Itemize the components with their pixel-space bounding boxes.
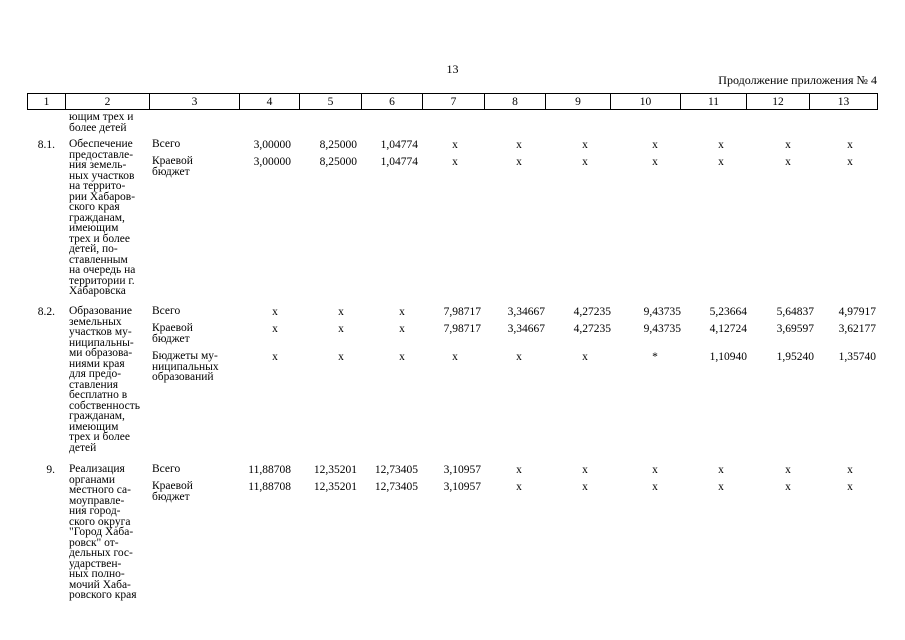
value-cell: 11,88708 xyxy=(248,464,291,476)
continuation-label: Продолжение приложения № 4 xyxy=(718,73,877,87)
value-cell: x xyxy=(718,156,724,168)
value-cell: x xyxy=(582,351,588,363)
value-cell: 12,73405 xyxy=(374,464,418,476)
value-cell: x xyxy=(847,139,853,151)
value-cell: 3,00000 xyxy=(253,139,291,151)
value-cell: x xyxy=(652,464,658,476)
row-number: 8.2. xyxy=(37,306,55,318)
value-cell: x xyxy=(272,323,278,335)
column-header-9: 9 xyxy=(546,94,611,110)
row-name: Реализация органами местного са- моуправле- ния город- ского округа "Город Хаба- ровск" от- дельных гос- ударствен- ных полно- мочий Хаба- ровского края xyxy=(69,463,137,601)
value-cell: x xyxy=(452,156,458,168)
funding-source: Всего xyxy=(152,305,181,317)
value-cell: x xyxy=(718,464,724,476)
page-number: 13 xyxy=(446,62,459,76)
value-cell: x xyxy=(516,351,522,363)
funding-source: Краевой бюджет xyxy=(152,480,193,503)
value-cell: x xyxy=(582,139,588,151)
value-cell: x xyxy=(582,156,588,168)
column-header-3: 3 xyxy=(150,94,240,110)
continued-name-fragment: ющим трех и более детей xyxy=(69,111,134,134)
value-cell: 3,34667 xyxy=(507,323,545,335)
value-cell: x xyxy=(785,139,791,151)
value-cell: 9,43735 xyxy=(643,323,681,335)
value-cell: x xyxy=(718,481,724,493)
value-cell: 5,23664 xyxy=(709,306,747,318)
funding-source: Краевой бюджет xyxy=(152,155,193,178)
value-cell: x xyxy=(516,156,522,168)
value-cell: x xyxy=(652,156,658,168)
value-cell: x xyxy=(516,139,522,151)
value-cell: x xyxy=(452,351,458,363)
row-name: Образование земельных участков му- ниципальны- ми образова- ниями края для предо- ставления бесплатно в собственность гражданам, имеющим трех и более детей xyxy=(69,305,141,454)
value-cell: 12,73405 xyxy=(374,481,418,493)
row-number: 8.1. xyxy=(37,139,55,151)
value-cell: 9,43735 xyxy=(643,306,681,318)
value-cell: * xyxy=(652,351,658,363)
value-cell: 4,97917 xyxy=(838,306,876,318)
column-header-11: 11 xyxy=(681,94,747,110)
value-cell: 5,64837 xyxy=(776,306,814,318)
column-header-12: 12 xyxy=(747,94,810,110)
value-cell: x xyxy=(399,323,405,335)
column-header-5: 5 xyxy=(300,94,362,110)
value-cell: x xyxy=(718,139,724,151)
value-cell: 12,35201 xyxy=(313,481,357,493)
column-header-row xyxy=(28,94,878,110)
value-cell: 3,10957 xyxy=(443,464,481,476)
value-cell: 1,04774 xyxy=(380,139,418,151)
value-cell: x xyxy=(272,306,278,318)
value-cell: 8,25000 xyxy=(319,156,357,168)
value-cell: x xyxy=(338,351,344,363)
value-cell: x xyxy=(516,464,522,476)
funding-source: Бюджеты му- ниципальных образований xyxy=(152,350,219,383)
value-cell: 3,00000 xyxy=(253,156,291,168)
row-name: Обеспечение предоставле- ния земель- ных участков на террито- рии Хабаров- ского края гражданам, имеющим трех и более детей, по- ставленным на очередь на территории г. Хабаровска xyxy=(69,138,136,297)
funding-source: Всего xyxy=(152,463,181,475)
column-header-7: 7 xyxy=(423,94,485,110)
value-cell: x xyxy=(847,464,853,476)
value-cell: x xyxy=(582,481,588,493)
value-cell: 1,95240 xyxy=(776,351,814,363)
value-cell: 4,27235 xyxy=(573,306,611,318)
value-cell: 12,35201 xyxy=(313,464,357,476)
column-header-6: 6 xyxy=(362,94,423,110)
value-cell: 7,98717 xyxy=(443,323,481,335)
value-cell: 3,10957 xyxy=(443,481,481,493)
funding-source: Всего xyxy=(152,138,181,150)
value-cell: x xyxy=(785,464,791,476)
column-header-4: 4 xyxy=(240,94,300,110)
value-cell: x xyxy=(582,464,588,476)
value-cell: 4,27235 xyxy=(573,323,611,335)
value-cell: 7,98717 xyxy=(443,306,481,318)
value-cell: x xyxy=(785,156,791,168)
value-cell: x xyxy=(338,323,344,335)
value-cell: 3,34667 xyxy=(507,306,545,318)
value-cell: x xyxy=(847,156,853,168)
value-cell: 3,69597 xyxy=(776,323,814,335)
value-cell: x xyxy=(847,481,853,493)
value-cell: x xyxy=(399,306,405,318)
value-cell: x xyxy=(785,481,791,493)
value-cell: 3,62177 xyxy=(838,323,876,335)
column-header-10: 10 xyxy=(611,94,681,110)
column-header-table xyxy=(27,93,878,110)
column-header-2: 2 xyxy=(66,94,150,110)
value-cell: 11,88708 xyxy=(248,481,291,493)
value-cell: x xyxy=(652,481,658,493)
column-header-1: 1 xyxy=(28,94,66,110)
value-cell: 1,10940 xyxy=(709,351,747,363)
value-cell: x xyxy=(272,351,278,363)
value-cell: 1,35740 xyxy=(838,351,876,363)
value-cell: 1,04774 xyxy=(380,156,418,168)
column-header-13: 13 xyxy=(810,94,878,110)
funding-source: Краевой бюджет xyxy=(152,322,193,345)
value-cell: x xyxy=(652,139,658,151)
column-header-8: 8 xyxy=(485,94,546,110)
value-cell: 8,25000 xyxy=(319,139,357,151)
value-cell: x xyxy=(399,351,405,363)
value-cell: x xyxy=(452,139,458,151)
value-cell: x xyxy=(516,481,522,493)
value-cell: x xyxy=(338,306,344,318)
value-cell: 4,12724 xyxy=(709,323,747,335)
row-number: 9. xyxy=(46,464,55,476)
